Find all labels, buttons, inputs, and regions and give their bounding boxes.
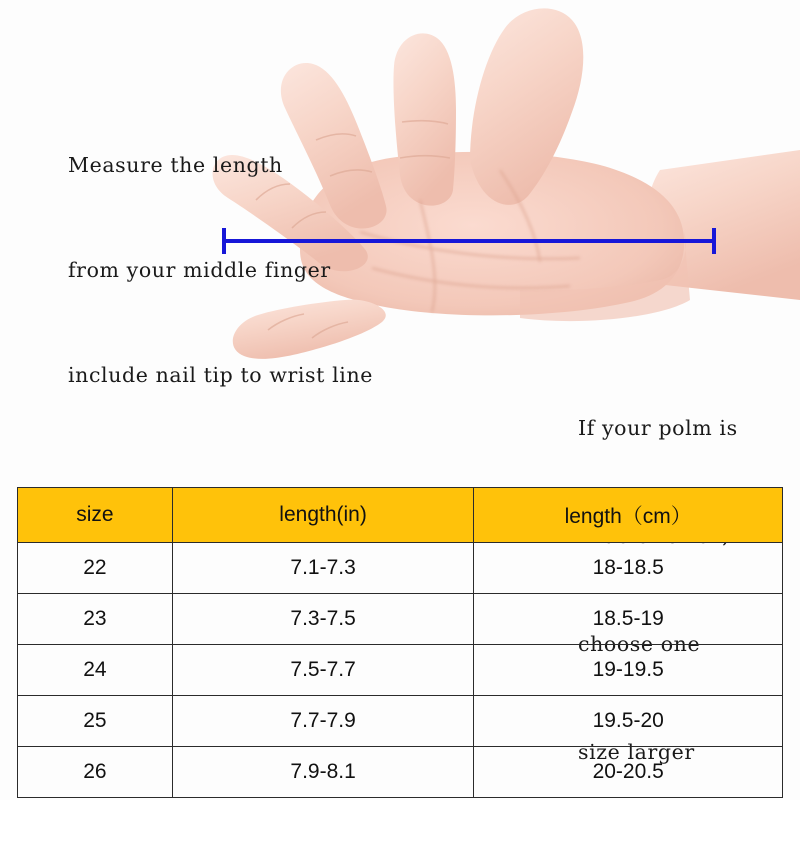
instruction-top-line-2: from your middle finger	[68, 258, 331, 282]
header-size: size	[18, 488, 173, 543]
cell-length-in: 7.5-7.7	[172, 645, 474, 696]
measure-line-right-cap	[712, 228, 716, 254]
header-length-in: length(in)	[172, 488, 474, 543]
cell-size: 25	[18, 696, 173, 747]
table-header-row	[18, 488, 783, 543]
size-table-head	[18, 488, 783, 543]
cell-size: 24	[18, 645, 173, 696]
instruction-top	[68, 78, 468, 463]
cell-length-in: 7.9-8.1	[172, 747, 474, 798]
table-row	[18, 747, 783, 798]
size-table	[17, 487, 783, 798]
cell-length-cm: 20-20.5	[474, 747, 783, 798]
cell-size: 23	[18, 594, 173, 645]
cell-length-cm: 18.5-19	[474, 594, 783, 645]
cell-length-cm: 19-19.5	[474, 645, 783, 696]
cell-length-in: 7.1-7.3	[172, 543, 474, 594]
header-length-cm: length（cm）	[474, 488, 783, 543]
cell-size: 22	[18, 543, 173, 594]
cell-length-cm: 18-18.5	[474, 543, 783, 594]
table-row	[18, 696, 783, 747]
instruction-top-line-3: include nail tip to wrist line	[68, 363, 373, 387]
instruction-top-line-1: Measure the length	[68, 153, 283, 177]
table-row	[18, 543, 783, 594]
size-table-body	[18, 543, 783, 798]
instruction-right-line-4: size larger	[578, 740, 695, 764]
cell-size: 26	[18, 747, 173, 798]
cell-length-in: 7.7-7.9	[172, 696, 474, 747]
instruction-right-line-3: choose one	[578, 632, 701, 656]
table-row	[18, 594, 783, 645]
instruction-right-line-1: If your polm is	[578, 416, 738, 440]
cell-length-cm: 19.5-20	[474, 696, 783, 747]
table-row	[18, 645, 783, 696]
cell-length-in: 7.3-7.5	[172, 594, 474, 645]
